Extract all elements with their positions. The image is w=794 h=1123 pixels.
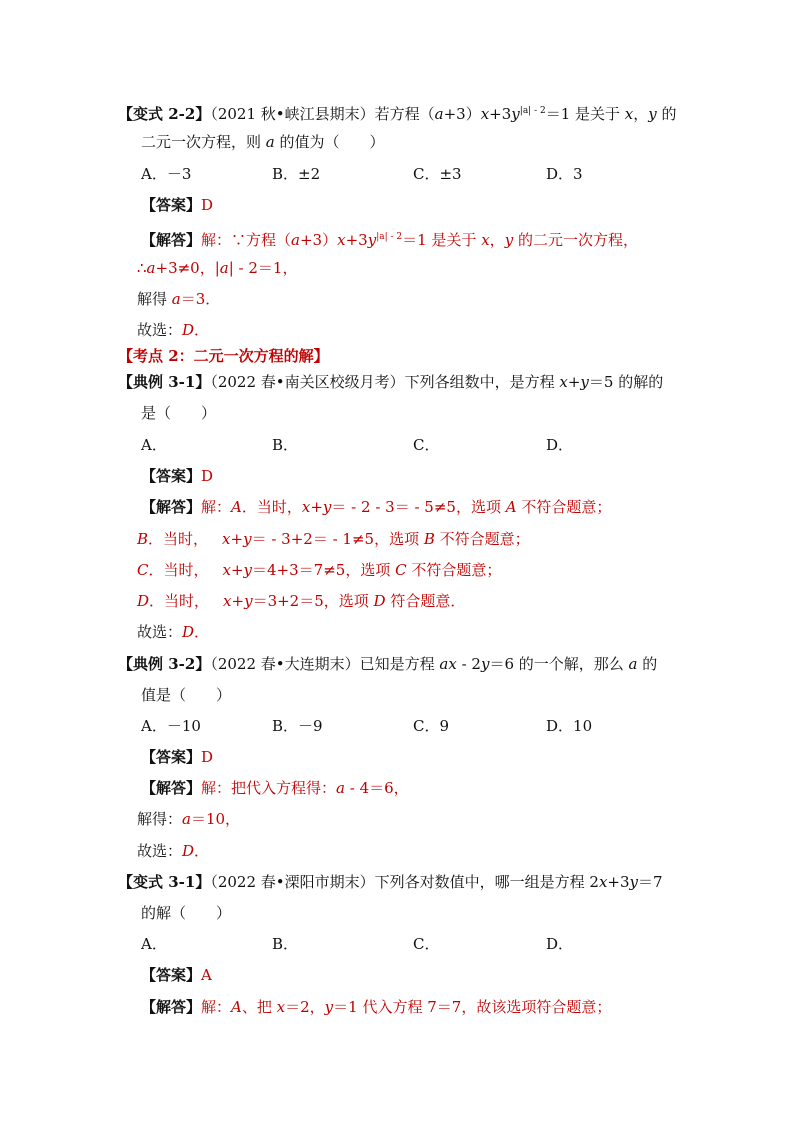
analysis-line: 【解答】解：把代入方程得：a - 4＝6， — [141, 779, 409, 797]
question-line: 【典例 3-1】（2022 春•南关区校级月考）下列各组数中，是方程 x+y＝5 的解的 — [118, 373, 664, 391]
question-tag: 【变式 3-1】 — [118, 873, 211, 891]
option-b: B．±2 — [272, 165, 321, 183]
option-a: A． — [141, 436, 167, 454]
question-line: 是（ ） — [141, 404, 217, 422]
option-c: C． — [413, 935, 440, 953]
answer-value: D — [201, 196, 214, 214]
section-heading: 【考点 2：二元一次方程的解】 — [118, 347, 329, 365]
option-d: D．3 — [546, 165, 583, 183]
analysis-line: 故选：D． — [137, 842, 210, 860]
option-a: A． — [141, 935, 167, 953]
analysis-line: ∴a+3≠0，|a| - 2＝1， — [137, 259, 298, 277]
answer-line: 【答案】D — [141, 467, 214, 485]
option-b: B．－9 — [272, 717, 323, 735]
analysis-line: D．当时， x+y＝3+2＝5，选项 D 符合题意． — [137, 592, 466, 610]
option-b: B． — [272, 436, 299, 454]
analysis-line: 解得：a＝10， — [137, 810, 241, 828]
analysis-line: B．当时， x+y＝ - 3+2＝ - 1≠5，选项 B 不符合题意； — [137, 530, 530, 548]
option-a: A．－10 — [141, 717, 201, 735]
answer-line: 【答案】A — [141, 966, 212, 984]
answer-line: 【答案】D — [141, 196, 214, 214]
answer-value: D — [201, 748, 214, 766]
option-d: D．10 — [546, 717, 593, 735]
answer-value: D — [201, 467, 214, 485]
option-c: C．9 — [413, 717, 450, 735]
question-line: 【变式 3-1】（2022 春•溧阳市期末）下列各对数值中，哪一组是方程 2x+3y＝7 — [118, 873, 663, 891]
option-b: B． — [272, 935, 299, 953]
option-a: A．－3 — [141, 165, 192, 183]
question-line: 二元一次方程，则 a 的值为（ ） — [141, 133, 385, 151]
analysis-line: 解得 a＝3． — [137, 290, 221, 308]
question-line: 值是（ ） — [141, 686, 232, 704]
question-line: 【典例 3-2】（2022 春•大连期末）已知是方程 ax - 2y＝6 的一个解，那么 a 的 — [118, 655, 658, 673]
option-d: D． — [546, 436, 574, 454]
question-tag: 【典例 3-1】 — [118, 373, 211, 391]
question-line: 的解（ ） — [141, 904, 232, 922]
analysis-line: C．当时， x+y＝4+3＝7≠5，选项 C 不符合题意； — [137, 561, 502, 579]
question-tag: 【典例 3-2】 — [118, 655, 211, 673]
option-c: C．±3 — [413, 165, 462, 183]
option-d: D． — [546, 935, 574, 953]
question-tag: 【变式 2-2】 — [118, 105, 211, 123]
analysis-line: 故选：D． — [137, 623, 210, 641]
analysis-line: 故选：D． — [137, 321, 210, 339]
answer-value: A — [201, 966, 212, 984]
analysis-line: 【解答】解：A、把 x＝2，y＝1 代入方程 7＝7，故该选项符合题意； — [141, 998, 612, 1016]
analysis-line: 【解答】解：∵方程$(a+3)x+3y^{|a| - 2}=1$ 是关于 x，y 的二元一次方程， — [141, 231, 638, 249]
analysis-line: 【解答】解：A．当时，x+y＝ - 2 - 3＝ - 5≠5，选项 A 不符合题意； — [141, 498, 612, 516]
option-c: C． — [413, 436, 440, 454]
question-line: 【变式 2-2】（2021 秋•峡江县期末）若方程$(a+3)x+3y^{|a| - 2}=1$ 是关于 x，y 的 — [118, 105, 677, 123]
answer-line: 【答案】D — [141, 748, 214, 766]
